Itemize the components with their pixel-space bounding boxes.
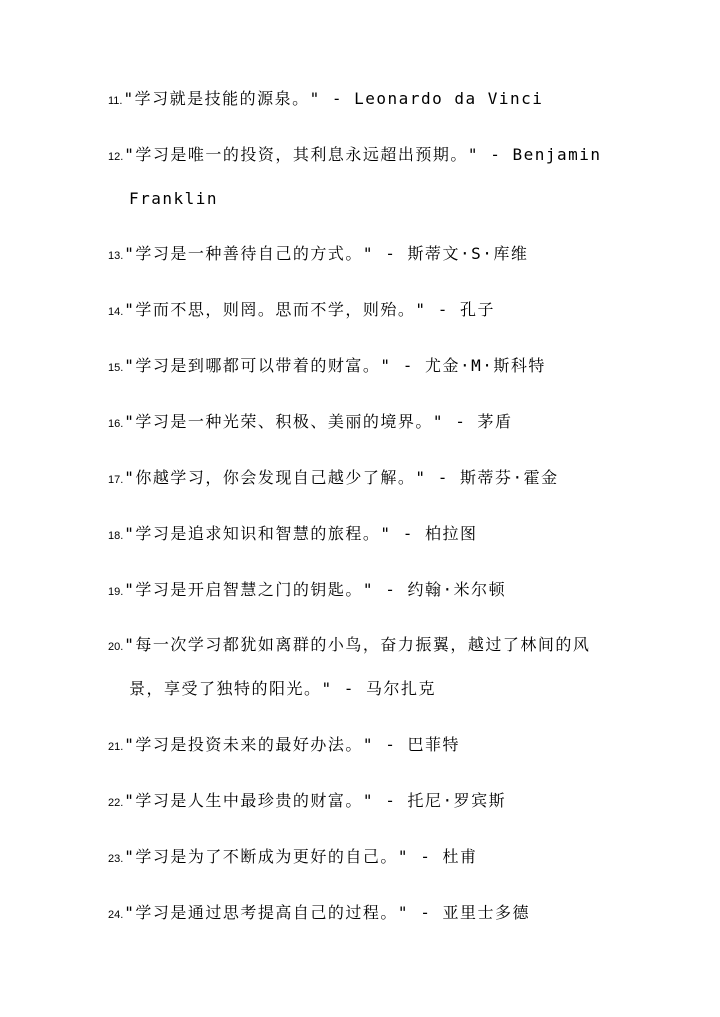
quote-line: [108, 580, 506, 602]
list-number: 15.: [108, 362, 124, 374]
quote-text: "学习就是技能的源泉。" - Leonardo da Vinci: [123, 89, 544, 108]
quote-line: [108, 791, 506, 813]
quote-line: [108, 244, 528, 266]
quote-line: [108, 412, 512, 434]
list-number: 16.: [108, 418, 124, 430]
quote-text: "学习是追求知识和智慧的旅程。" - 柏拉图: [124, 524, 478, 543]
quote-text: "学习是开启智慧之门的钥匙。" - 约翰·米尔顿: [124, 580, 507, 599]
quote-line: [108, 847, 477, 869]
list-number: 22.: [108, 797, 124, 809]
list-number: 19.: [108, 586, 124, 598]
quote-text: "学习是为了不断成为更好的自己。" - 杜甫: [124, 847, 478, 866]
quote-line: [108, 735, 460, 757]
quote-text: "学习是到哪都可以带着的财富。" - 尤金·M·斯科特: [124, 356, 546, 375]
quote-line: [108, 89, 543, 111]
quote-continuation: 景，享受了独特的阳光。" - 马尔扎克: [129, 679, 437, 698]
list-number: 11.: [108, 95, 123, 107]
list-number: 24.: [108, 909, 124, 921]
list-number: 18.: [108, 530, 124, 542]
quote-text: "每一次学习都犹如离群的小鸟，奋力振翼，越过了林间的风: [124, 635, 591, 654]
quote-line: [108, 635, 590, 657]
quote-text: "学而不思，则罔。思而不学，则殆。" - 孔子: [124, 300, 495, 319]
quote-text: "你越学习，你会发现自己越少了解。" - 斯蒂芬·霍金: [124, 468, 559, 487]
quote-line: [108, 524, 477, 546]
quote-line: [108, 356, 546, 378]
quote-line: [108, 468, 559, 490]
quote-text: "学习是一种善待自己的方式。" - 斯蒂文·S·库维: [124, 244, 529, 263]
list-number: 23.: [108, 853, 124, 865]
list-number: 12.: [108, 151, 124, 163]
quote-line: [108, 903, 530, 925]
list-number: 14.: [108, 306, 124, 318]
quote-continuation: Franklin: [129, 189, 219, 208]
quote-text: "学习是人生中最珍贵的财富。" - 托尼·罗宾斯: [124, 791, 507, 810]
list-number: 13.: [108, 250, 124, 262]
quote-line: [108, 300, 495, 322]
list-number: 21.: [108, 741, 124, 753]
quote-text: "学习是投资未来的最好办法。" - 巴菲特: [124, 735, 460, 754]
list-number: 20.: [108, 641, 124, 653]
list-number: 17.: [108, 474, 124, 486]
quote-line: [108, 145, 602, 167]
quote-text: "学习是通过思考提高自己的过程。" - 亚里士多德: [124, 903, 530, 922]
quote-text: "学习是唯一的投资，其利息永远超出预期。" - Benjamin: [124, 145, 602, 164]
quote-text: "学习是一种光荣、积极、美丽的境界。" - 茅盾: [124, 412, 513, 431]
